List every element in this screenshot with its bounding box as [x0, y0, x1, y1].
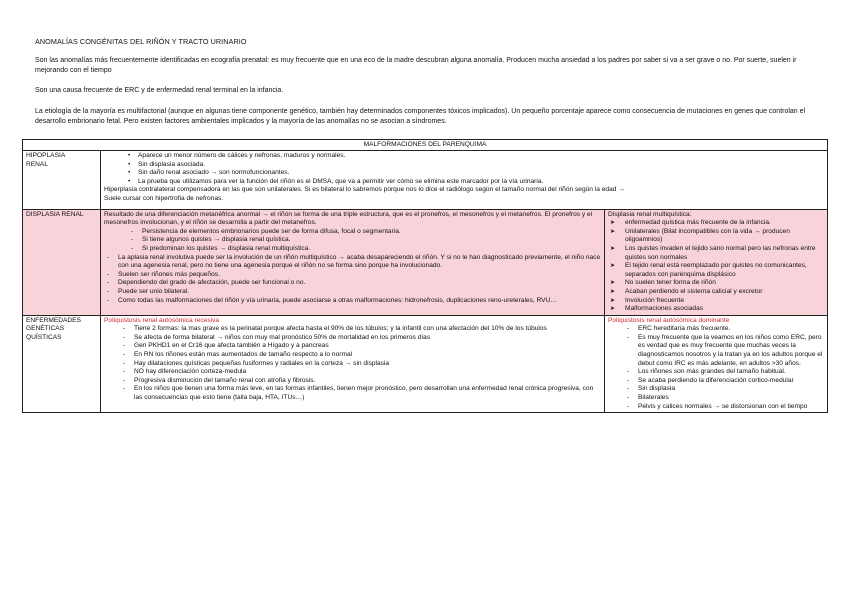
displasia-intro: Resultado de una diferenciación metanéfrica anormal → el riñón se forma de una triple estructura, que es el pronefros, el mesonefros y el metanefros. El pronefros y el mesonefros involucionan, y el riñón se desarrolla a partir del metanefros. — [104, 210, 593, 227]
list-item: - Persistencia de elementos embrionarios puede ser de forma difusa, focal o segmentaria. — [142, 228, 601, 237]
table-header: MALFORMACIONES DEL PARENQUIMA — [23, 140, 828, 151]
displasia-row — [23, 209, 828, 315]
quisticas-left-title: Poliquistosis renal autosómica recesiva — [104, 316, 220, 324]
list-item: - Progresiva disminución del tamaño renal con atrofia y fibrosis. — [134, 377, 601, 386]
quisticas-label-line1: ENFERMEDADES — [26, 316, 81, 324]
displasia-right-content — [604, 209, 827, 315]
list-item: - Dependiendo del grado de afectación, puede ser funcional o no. — [118, 279, 601, 288]
intro-paragraph-1: Son las anomalías más frecuentemente identificadas en ecografía prenatal: es muy frecuente que en una eco de la madre descubran alguna anomalía. Producen mucha ansiedad a los padres por saber si va a ser grave o no. Por suerte, suelen ir mejorando con el tiempo — [35, 57, 797, 75]
list-item: - La aplasia renal involutiva puede ser la involución de un riñón multiquístico → acaba desapareciendo el riñón. Y si no le han diagnosticado previamente, el niño nace con una agenesia renal, pero no tiene una agenesia porque el riñón no se forma sino porque ha involucionado. — [118, 254, 601, 271]
hipoplasia-label-line1: HIPOPLASIA — [26, 152, 66, 159]
quisticas-row — [23, 315, 828, 413]
list-item: - Gen PKHD1 en el Cr16 que afecta también a Hígado y a pancreas — [134, 342, 601, 351]
list-item: • Sin daño renal asociado → son normofuncionantes. — [138, 169, 824, 178]
list-item: • La prueba que utilizamos para ver la función del riñón es el DMSA, que va a permitir ver cómo se elimina este marcador por la vía urinaria. — [138, 178, 824, 187]
list-item: - Suelen ser riñones más pequeños. — [118, 271, 601, 280]
table-header-row — [23, 140, 828, 151]
hipoplasia-note-1: Hiperplasia contralateral compensadora en las que son unilaterales. Si es bilateral lo sabremos porque nos lo dice el radiólogo según el tamaño normal del riñón según la edad → — [104, 186, 625, 194]
list-item: - Se afecta de forma bilateral → niños con muy mal pronóstico 50% de mortalidad en los primeros días — [134, 334, 601, 343]
list-item: - Si tiene algunos quistes → displasia renal quística. — [142, 236, 601, 245]
list-item: - Tiene 2 formas: la mas grave es la perinatal porque afecta hasta el 90% de los túbulos; y la infantil con una afectación del 10% de los túbulos — [134, 325, 601, 334]
list-item: • Sin displasia asociada. — [138, 161, 824, 170]
list-item: - En RN los riñones están mas aumentados de tamaño respecto a lo normal — [134, 351, 601, 360]
hipoplasia-label-line2: RENAL — [26, 160, 48, 168]
list-item: - Hay dilataciones quísticas pequeñas fusiformes y radiales en la corteza → sin displasia — [134, 360, 601, 369]
intro-paragraph-2: Son una causa frecuente de ERC y de enfermedad renal terminal en la infancia. — [35, 87, 284, 94]
document-title: ANOMALÍAS CONGÉNITAS DEL RIÑÓN Y TRACTO URINARIO — [35, 37, 247, 46]
list-item: ➤ enfermedad quística más frecuente de la infancia. — [625, 219, 824, 228]
quisticas-right-items — [608, 325, 824, 411]
list-item: - Como todas las malformaciones del riñón y vía urinaria, puede asociarse a otras malformaciones: hidronefrosis, duplicaciones reno-ureterales, RVU… — [118, 297, 601, 306]
quisticas-left-items — [104, 325, 601, 402]
hipoplasia-label — [23, 151, 101, 210]
list-item: • Aparece un menor número de cálices y nefronas, maduros y normales. — [138, 152, 824, 161]
displasia-left-content — [101, 209, 605, 315]
list-item: - En los niños que tienen una forma más leve, en las formas infantiles, tienen mejor pronóstico, pero desarrollan una enfermedad renal crónica progresiva, con las consecuencias que esto tiene (talla baja, HTA, ITUs…) — [134, 385, 601, 402]
list-item: ➤ Acaban perdiendo el sistema calicial y excretor — [625, 288, 824, 297]
list-item: ➤ Malformaciones asociadas — [625, 305, 824, 314]
quisticas-left-content — [101, 315, 605, 413]
list-item: - ERC hereditaria más frecuente. — [638, 325, 824, 334]
list-item: - Pelvis y calices normales → se distorsionan con el tiempo — [638, 403, 824, 412]
list-item: - Bilaterales — [638, 394, 824, 403]
list-item: ➤ Involución frecuente — [625, 297, 824, 306]
list-item: - Se acaba perdiendo la diferenciación cortico-medular — [638, 377, 824, 386]
quisticas-label-line3: QUÍSTICAS — [26, 333, 62, 341]
displasia-sub-items — [104, 228, 601, 254]
malformations-table — [22, 139, 828, 413]
list-item: - Es muy frecuente que la veamos en los niños como ERC, pero es verdad que es muy frecuente que muchas veces la diagnosticamos nosotros y la tratan ya en los adultos porque el debut como IRC es más adelante, en adultos >30 años. — [638, 334, 824, 368]
displasia-right-items — [608, 219, 824, 314]
displasia-items — [104, 254, 601, 306]
quisticas-label — [23, 315, 101, 413]
list-item: - NO hay diferenciación corteza-medula — [134, 368, 601, 377]
list-item: - Si predominan los quistes → displasia renal multiquística. — [142, 245, 601, 254]
list-item: ➤ Unilaterales (Bilat incompatibles con la vida → producen oligoamnios) — [625, 228, 824, 245]
hipoplasia-row — [23, 151, 828, 210]
list-item: - Los riñones son más grandes del tamaño habitual. — [638, 368, 824, 377]
list-item: ➤ No suelen tener forma de riñón — [625, 279, 824, 288]
hipoplasia-content — [101, 151, 828, 210]
list-item: - Puede ser unio bilateral. — [118, 288, 601, 297]
intro-paragraph-3: La etiología de la mayoría es multifactorial (aunque en algunas tiene componente genético, también hay determinados componentes tóxicos implicados). Un pequeño porcentaje aparece como consecuencia de mutaciones en genes que controlan el desarrollo embrionario fetal. Pero existen factores ambientales implicados y la mayoría de las anomalías no se asocian a síndromes. — [35, 108, 806, 126]
displasia-right-title: Displasia renal multiquística: — [607, 210, 692, 218]
list-item: ➤ El tejido renal está reemplazado por quistes no comunicantes, separados con parénquima displásico — [625, 262, 824, 279]
list-item: - Sin displasia — [638, 385, 824, 394]
list-item: ➤ Los quistes invaden el tejido sano normal pero las nefronas entre quistes son normales — [625, 245, 824, 262]
quisticas-right-title: Poliquistosis renal autosómica dominante — [607, 316, 730, 324]
quisticas-right-content — [604, 315, 827, 413]
displasia-label: DISPLASIA RENAL — [23, 209, 101, 315]
hipoplasia-bullets — [104, 152, 824, 186]
quisticas-label-line2: GENÉTICAS — [26, 325, 65, 333]
hipoplasia-note-2: Suele cursar con hipertrofia de nefronas. — [104, 194, 224, 202]
